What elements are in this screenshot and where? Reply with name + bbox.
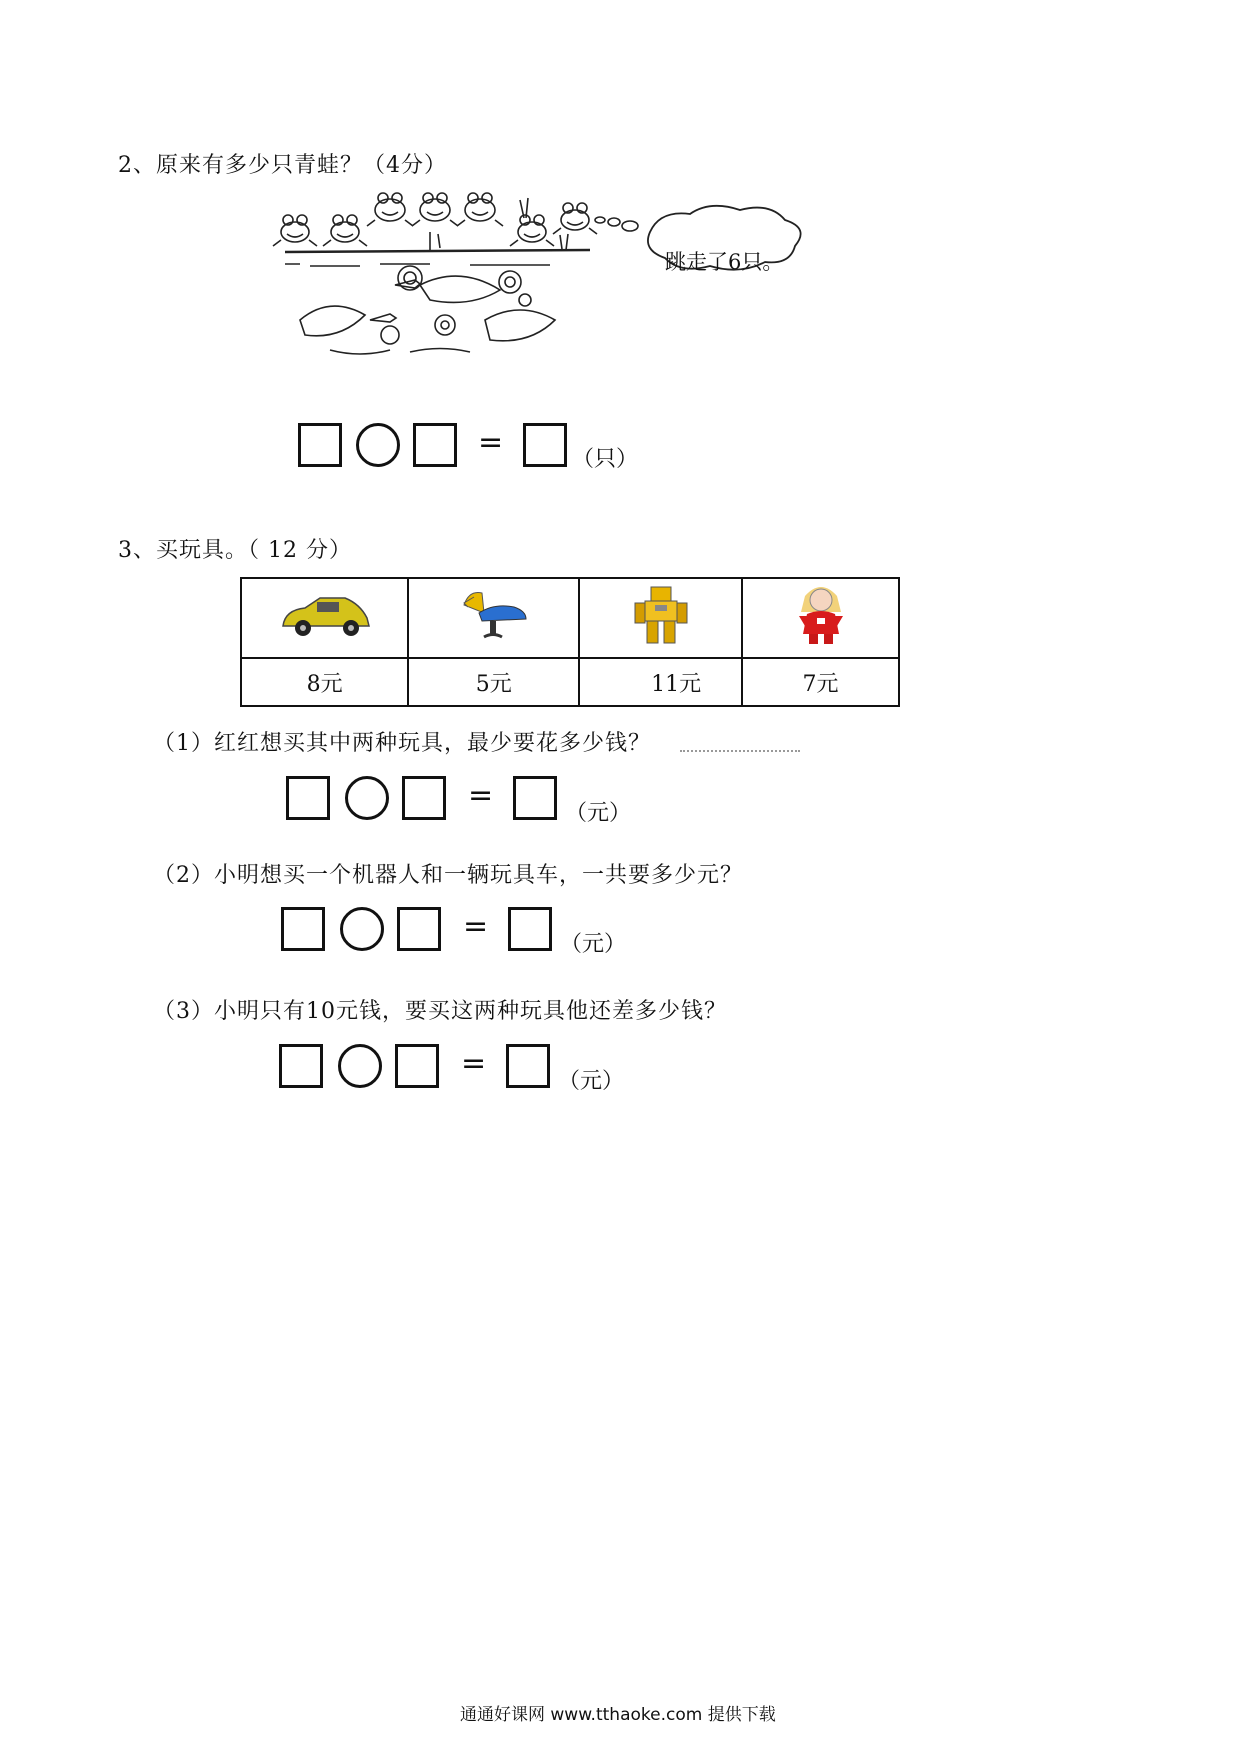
answer-box-2[interactable] bbox=[402, 776, 446, 820]
answer-box-1[interactable] bbox=[281, 907, 325, 951]
dotted-line bbox=[680, 750, 800, 752]
price-doll: 7元 bbox=[742, 658, 899, 706]
answer-box-1[interactable] bbox=[298, 423, 342, 467]
answer-box-2[interactable] bbox=[413, 423, 457, 467]
answer-box-result[interactable] bbox=[508, 907, 552, 951]
sub-question-1: （1）红红想买其中两种玩具，最少要花多少钱？ bbox=[153, 731, 651, 756]
toy-cell-robot bbox=[579, 578, 742, 658]
price-robot: 11元 bbox=[579, 658, 742, 706]
sub-question-3: （3）小明只有10元钱，要买这两种玩具他还差多少钱？ bbox=[153, 999, 727, 1024]
frog-icon bbox=[553, 203, 597, 234]
frog-icon bbox=[367, 193, 413, 226]
toy-cell-doll bbox=[742, 578, 899, 658]
sub-question-2: （2）小明想买一个机器人和一辆玩具车，一共要多少元？ bbox=[153, 863, 743, 888]
operator-circle[interactable] bbox=[338, 1044, 382, 1088]
unit-label: （只） bbox=[572, 447, 639, 472]
answer-box-1[interactable] bbox=[286, 776, 330, 820]
answer-box-result[interactable] bbox=[513, 776, 557, 820]
question-2-title: 2、原来有多少只青蛙？（4分） bbox=[118, 153, 447, 178]
equals-sign: = bbox=[461, 1046, 487, 1081]
toy-cell-horse bbox=[408, 578, 579, 658]
speech-bubble-text: 跳走了6只。 bbox=[665, 250, 784, 274]
answer-box-result[interactable] bbox=[506, 1044, 550, 1088]
robot-icon bbox=[631, 583, 691, 647]
unit-label: （元） bbox=[565, 801, 632, 826]
answer-box-2[interactable] bbox=[397, 907, 441, 951]
answer-box-2[interactable] bbox=[395, 1044, 439, 1088]
frog-icon bbox=[457, 193, 503, 226]
operator-circle[interactable] bbox=[356, 423, 400, 467]
answer-box-result[interactable] bbox=[523, 423, 567, 467]
frog-pond-illustration bbox=[270, 190, 820, 405]
frog-icon bbox=[273, 215, 317, 246]
operator-circle[interactable] bbox=[340, 907, 384, 951]
equals-sign: = bbox=[478, 425, 504, 460]
equals-sign: = bbox=[463, 909, 489, 944]
unit-label: （元） bbox=[560, 932, 627, 957]
unit-label: （元） bbox=[558, 1069, 625, 1094]
toy-car-icon bbox=[275, 590, 375, 640]
rocking-horse-icon bbox=[454, 585, 534, 645]
operator-circle[interactable] bbox=[345, 776, 389, 820]
page-footer: 通通好课网 www.tthaoke.com 提供下载 bbox=[460, 1705, 776, 1725]
frog-icon bbox=[510, 215, 554, 246]
toy-cell-car bbox=[241, 578, 408, 658]
toy-price-table bbox=[240, 577, 900, 707]
equals-sign: = bbox=[468, 778, 494, 813]
question-3-title: 3、买玩具。（ 12 分） bbox=[118, 538, 352, 563]
frog-icon bbox=[323, 215, 367, 246]
price-car: 8元 bbox=[241, 658, 408, 706]
price-horse: 5元 bbox=[408, 658, 579, 706]
frog-icon bbox=[412, 193, 458, 226]
answer-box-1[interactable] bbox=[279, 1044, 323, 1088]
doll-icon bbox=[791, 582, 851, 648]
